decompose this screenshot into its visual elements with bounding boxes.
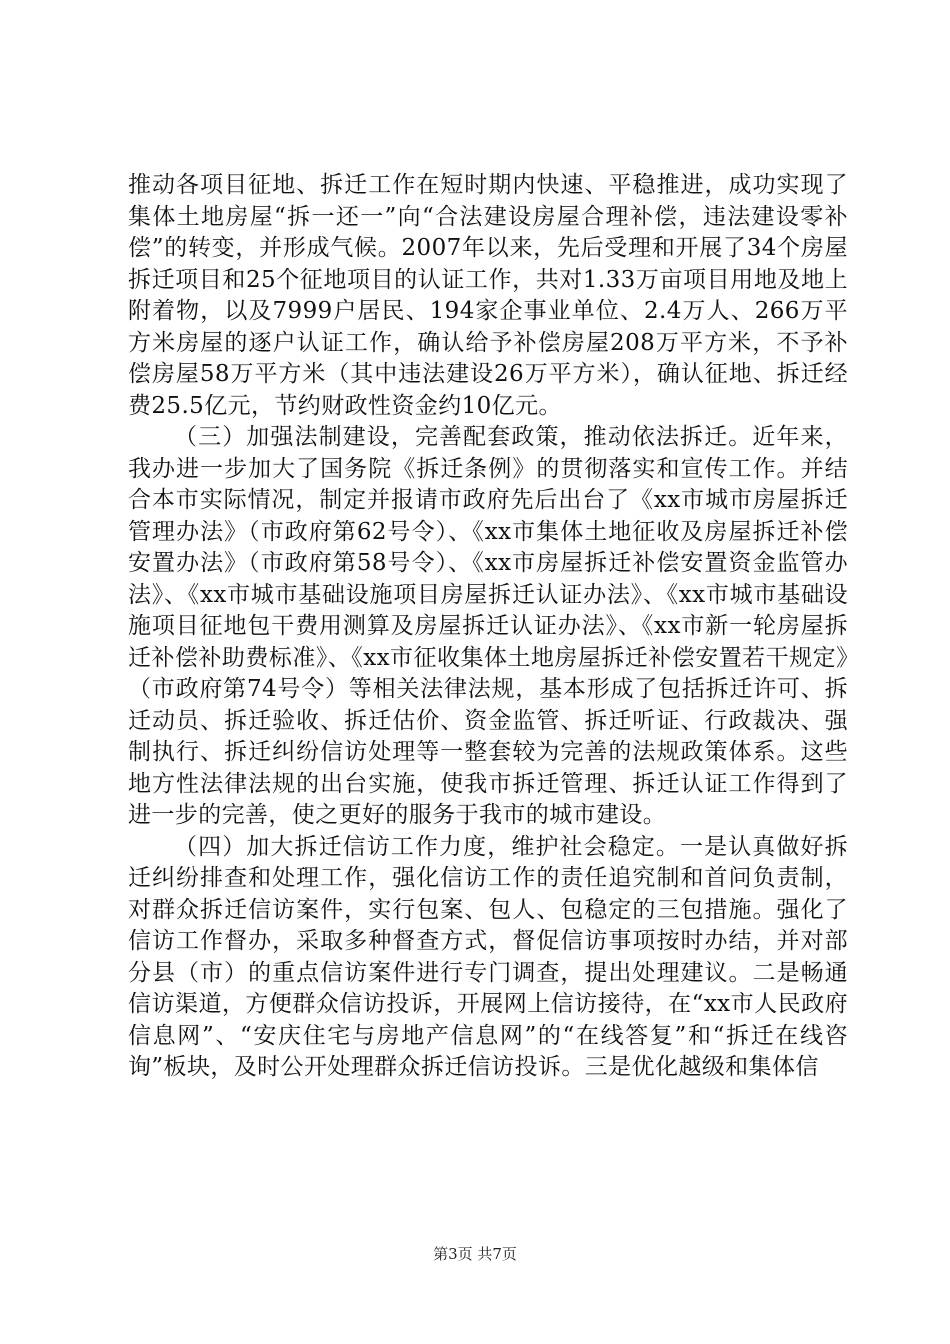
page-footer: 第3页 共7页: [433, 1245, 517, 1263]
document-body: [128, 170, 848, 1084]
paragraph-section-4: （四）加大拆迁信访工作力度，维护社会稳定。一是认真做好拆迁纠纷排查和处理工作，强化信访工作的责任追究制和首问负责制，对群众拆迁信访案件，实行包案、包人、包稳定的三包措施。强化了信访工作督办，采取多种督查方式，督促信访事项按时办结，并对部分县（市）的重点信访案件进行专门调查，提出处理建议。二是畅通信访渠道，方便群众信访投诉，开展网上信访接待，在“xx市人民政府信息网”、“安庆住宅与房地产信息网”的“在线答复”和“拆迁在线咨询”板块，及时公开处理群众拆迁信访投诉。三是优化越级和集体信: [128, 833, 848, 1080]
paragraph-continuation: 推动各项目征地、拆迁工作在短时期内快速、平稳推进，成功实现了集体土地房屋“拆一还一”向“合法建设房屋合理补偿，违法建设零补偿”的转变，并形成气候。2007年以来，先后受理和开展了34个房屋拆迁项目和25个征地项目的认证工作，共对1.33万亩项目用地及地上附着物，以及7999户居民、194家企事业单位、2.4万人、266万平方米房屋的逐户认证工作，确认给予补偿房屋208万平方米，不予补偿房屋58万平方米（其中违法建设26万平方米），确认征地、拆迁经费25.5亿元，节约财政性资金约10亿元。: [128, 172, 848, 419]
paragraph-section-3: （三）加强法制建设，完善配套政策，推动依法拆迁。近年来，我办进一步加大了国务院《拆迁条例》的贯彻落实和宣传工作。并结合本市实际情况，制定并报请市政府先后出台了《xx市城市房屋拆迁管理办法》（市政府第62号令）、《xx市集体土地征收及房屋拆迁补偿安置办法》（市政府第58号令）、《xx市房屋拆迁补偿安置资金监管办法》、《xx市城市基础设施项目房屋拆迁认证办法》、《xx市城市基础设施项目征地包干费用测算及房屋拆迁认证办法》、《xx市新一轮房屋拆迁补偿补助费标准》、《xx市征收集体土地房屋拆迁补偿安置若干规定》（市政府第74号令）等相关法律法规，基本形成了包括拆迁许可、拆迁动员、拆迁验收、拆迁估价、资金监管、拆迁听证、行政裁决、强制执行、拆迁纠纷信访处理等一整套较为完善的法规政策体系。这些地方性法律法规的出台实施，使我市拆迁管理、拆迁认证工作得到了进一步的完善，使之更好的服务于我市的城市建设。: [128, 424, 848, 828]
